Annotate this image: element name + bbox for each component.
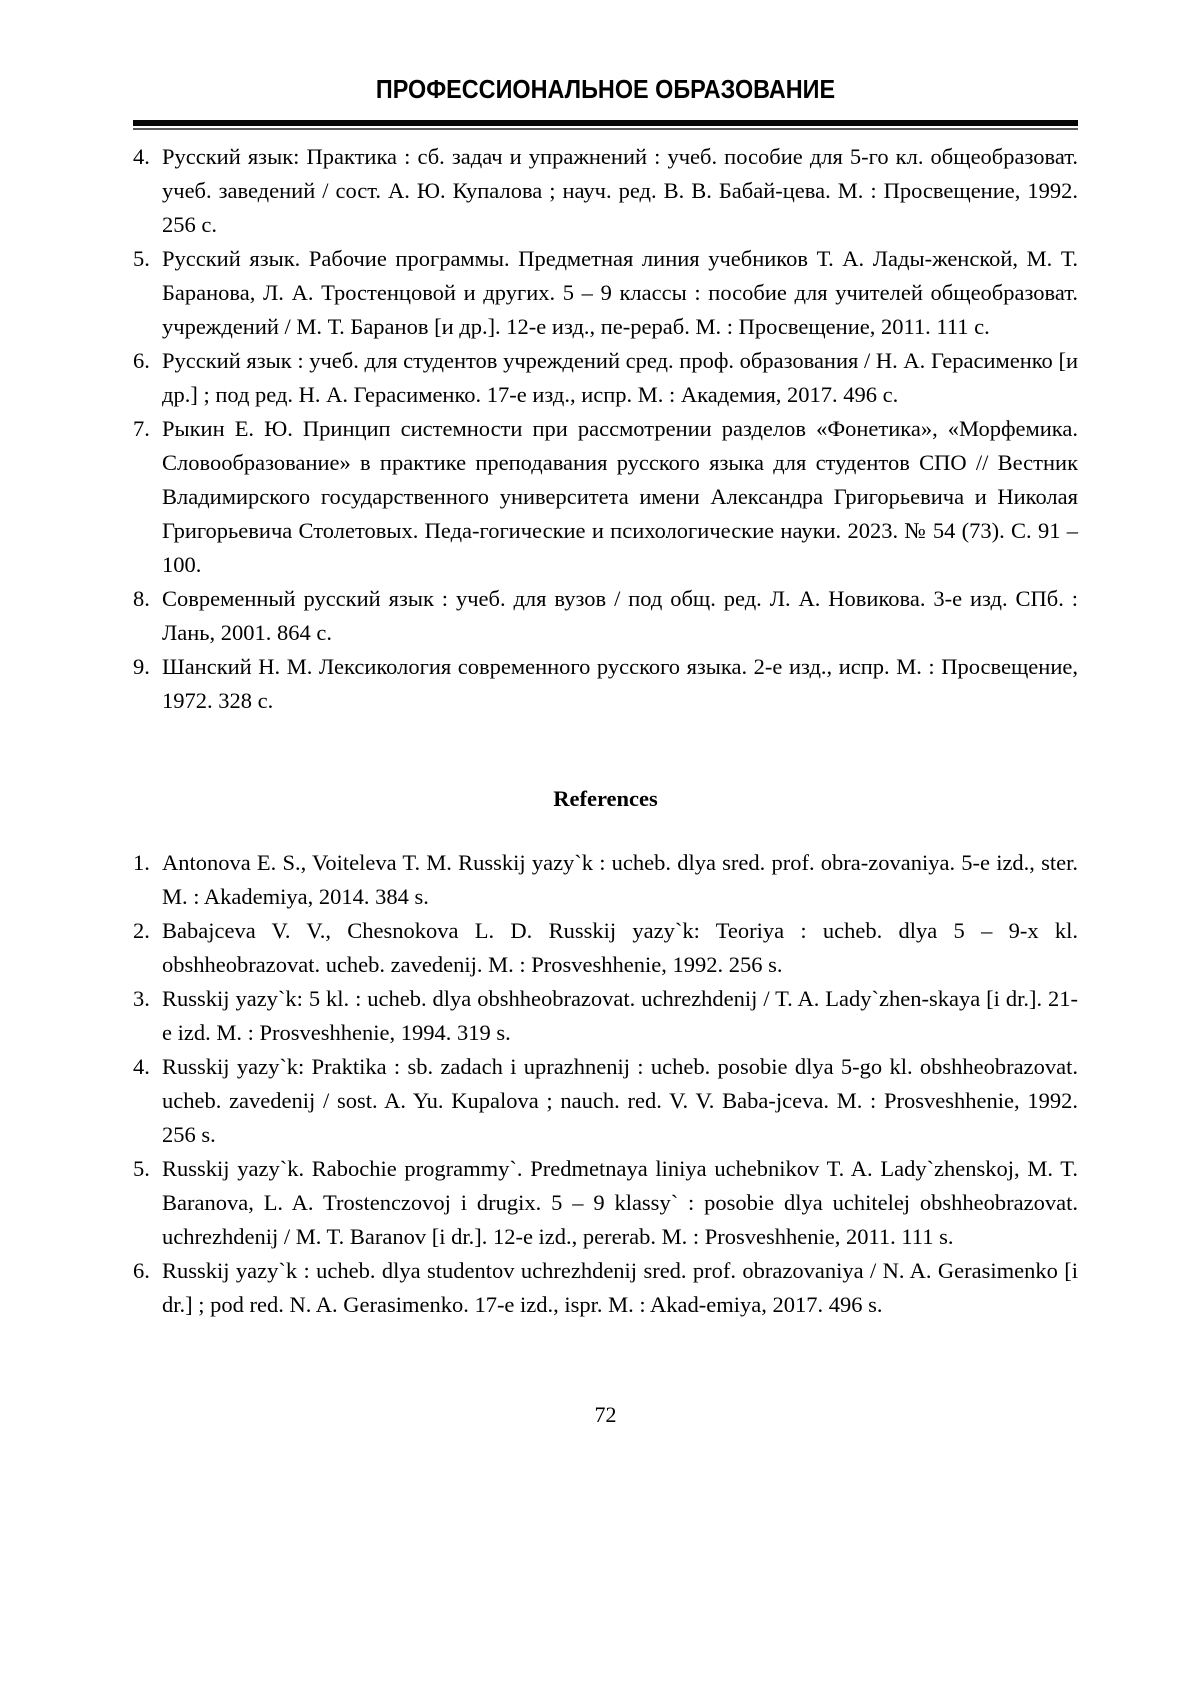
- reference-entry: [133, 1254, 1078, 1322]
- entry-text: Рыкин Е. Ю. Принцип системности при рассмотрении разделов «Фонетика», «Морфемика. Словообразование» в практике преподавания русского языка для студентов СПО // Вестник Владимирского государственного университета имени Александра Григорьевича и Николая Григорьевича Столетовых. Педа-гогические и психологические науки. 2023. № 54 (73). С. 91 – 100.: [162, 416, 1078, 577]
- reference-entry: [133, 846, 1078, 914]
- bibliography-entry: [133, 650, 1078, 718]
- header-rule-thin: [133, 128, 1078, 130]
- bibliography-entry: [133, 140, 1078, 242]
- bibliography-entry: [133, 582, 1078, 650]
- reference-entry: [133, 982, 1078, 1050]
- references-list: [133, 846, 1078, 1322]
- list-number: 8.: [133, 586, 150, 611]
- entry-text: Современный русский язык : учеб. для вузов / под общ. ред. Л. А. Новикова. 3-е изд. СПб. : Лань, 2001. 864 с.: [162, 586, 1078, 645]
- list-number: 5.: [133, 1156, 150, 1181]
- page-header-title: ПРОФЕССИОНАЛЬНОЕ ОБРАЗОВАНИЕ: [375, 74, 836, 104]
- list-number: 1.: [133, 850, 150, 875]
- reference-entry: [133, 914, 1078, 982]
- entry-text: Russkij yazy`k. Rabochie programmy`. Predmetnaya liniya uchebnikov T. A. Lady`zhenskoj, M. T. Baranova, L. A. Trostenczovoj i drugix. 5 – 9 klassy` : posobie dlya uchitelej obshheobrazovat. uchrezhdenij / M. T. Baranov [i dr.]. 12-e izd., pererab. M. : Prosveshhenie, 2011. 111 s.: [162, 1156, 1078, 1249]
- list-number: 2.: [133, 918, 150, 943]
- references-heading: References: [553, 786, 658, 811]
- reference-entry: [133, 1050, 1078, 1152]
- entry-text: Antonova E. S., Voiteleva T. M. Russkij yazy`k : ucheb. dlya sred. prof. obra-zovaniya. 5-e izd., ster. M. : Akademiya, 2014. 384 s.: [162, 850, 1078, 909]
- list-number: 5.: [133, 246, 150, 271]
- bibliography-entry: [133, 344, 1078, 412]
- entry-text: Русский язык: Практика : сб. задач и упражнений : учеб. пособие для 5-го кл. общеобразоват. учеб. заведений / сост. А. Ю. Купалова ; науч. ред. В. В. Бабай-цева. М. : Просвещение, 1992. 256 с.: [162, 144, 1078, 237]
- bibliography-list: [133, 140, 1078, 718]
- entry-text: Russkij yazy`k : ucheb. dlya studentov uchrezhdenij sred. prof. obrazovaniya / N. A. Gerasimenko [i dr.] ; pod red. N. A. Gerasimenko. 17-e izd., ispr. M. : Akad-emiya, 2017. 496 s.: [162, 1258, 1078, 1317]
- entry-text: Russkij yazy`k: 5 kl. : ucheb. dlya obshheobrazovat. uchrezhdenij / T. A. Lady`zhen-skaya [i dr.]. 21-e izd. M. : Prosveshhenie, 1994. 319 s.: [162, 986, 1078, 1045]
- page-number: 72: [594, 1402, 617, 1427]
- header-rule-thick: [133, 120, 1078, 126]
- list-number: 4.: [133, 1054, 150, 1079]
- entry-text: Babajceva V. V., Chesnokova L. D. Russkij yazy`k: Teoriya : ucheb. dlya 5 – 9-x kl. obshheobrazovat. ucheb. zavedenij. M. : Prosveshhenie, 1992. 256 s.: [162, 918, 1078, 977]
- list-number: 6.: [133, 348, 150, 373]
- reference-entry: [133, 1152, 1078, 1254]
- entry-text: Русский язык. Рабочие программы. Предметная линия учебников Т. А. Лады-женской, М. Т. Баранова, Л. А. Тростенцовой и других. 5 – 9 классы : пособие для учителей общеобразоват. учреждений / М. Т. Баранов [и др.]. 12-е изд., пе-рераб. М. : Просвещение, 2011. 111 с.: [162, 246, 1078, 339]
- list-number: 3.: [133, 986, 150, 1011]
- list-number: 6.: [133, 1258, 150, 1283]
- entry-text: Русский язык : учеб. для студентов учреждений сред. проф. образования / Н. А. Герасименко [и др.] ; под ред. Н. А. Герасименко. 17-е изд., испр. М. : Академия, 2017. 496 с.: [162, 348, 1078, 407]
- entry-text: Шанский Н. М. Лексикология современного русского языка. 2-е изд., испр. М. : Просвещение, 1972. 328 с.: [162, 654, 1078, 713]
- entry-text: Russkij yazy`k: Praktika : sb. zadach i uprazhnenij : ucheb. posobie dlya 5-go kl. obshheobrazovat. ucheb. zavedenij / sost. A. Yu. Kupalova ; nauch. red. V. V. Baba-jceva. M. : Prosveshhenie, 1992. 256 s.: [162, 1054, 1078, 1147]
- bibliography-entry: [133, 242, 1078, 344]
- list-number: 9.: [133, 654, 150, 679]
- list-number: 7.: [133, 416, 150, 441]
- bibliography-entry: [133, 412, 1078, 582]
- list-number: 4.: [133, 144, 150, 169]
